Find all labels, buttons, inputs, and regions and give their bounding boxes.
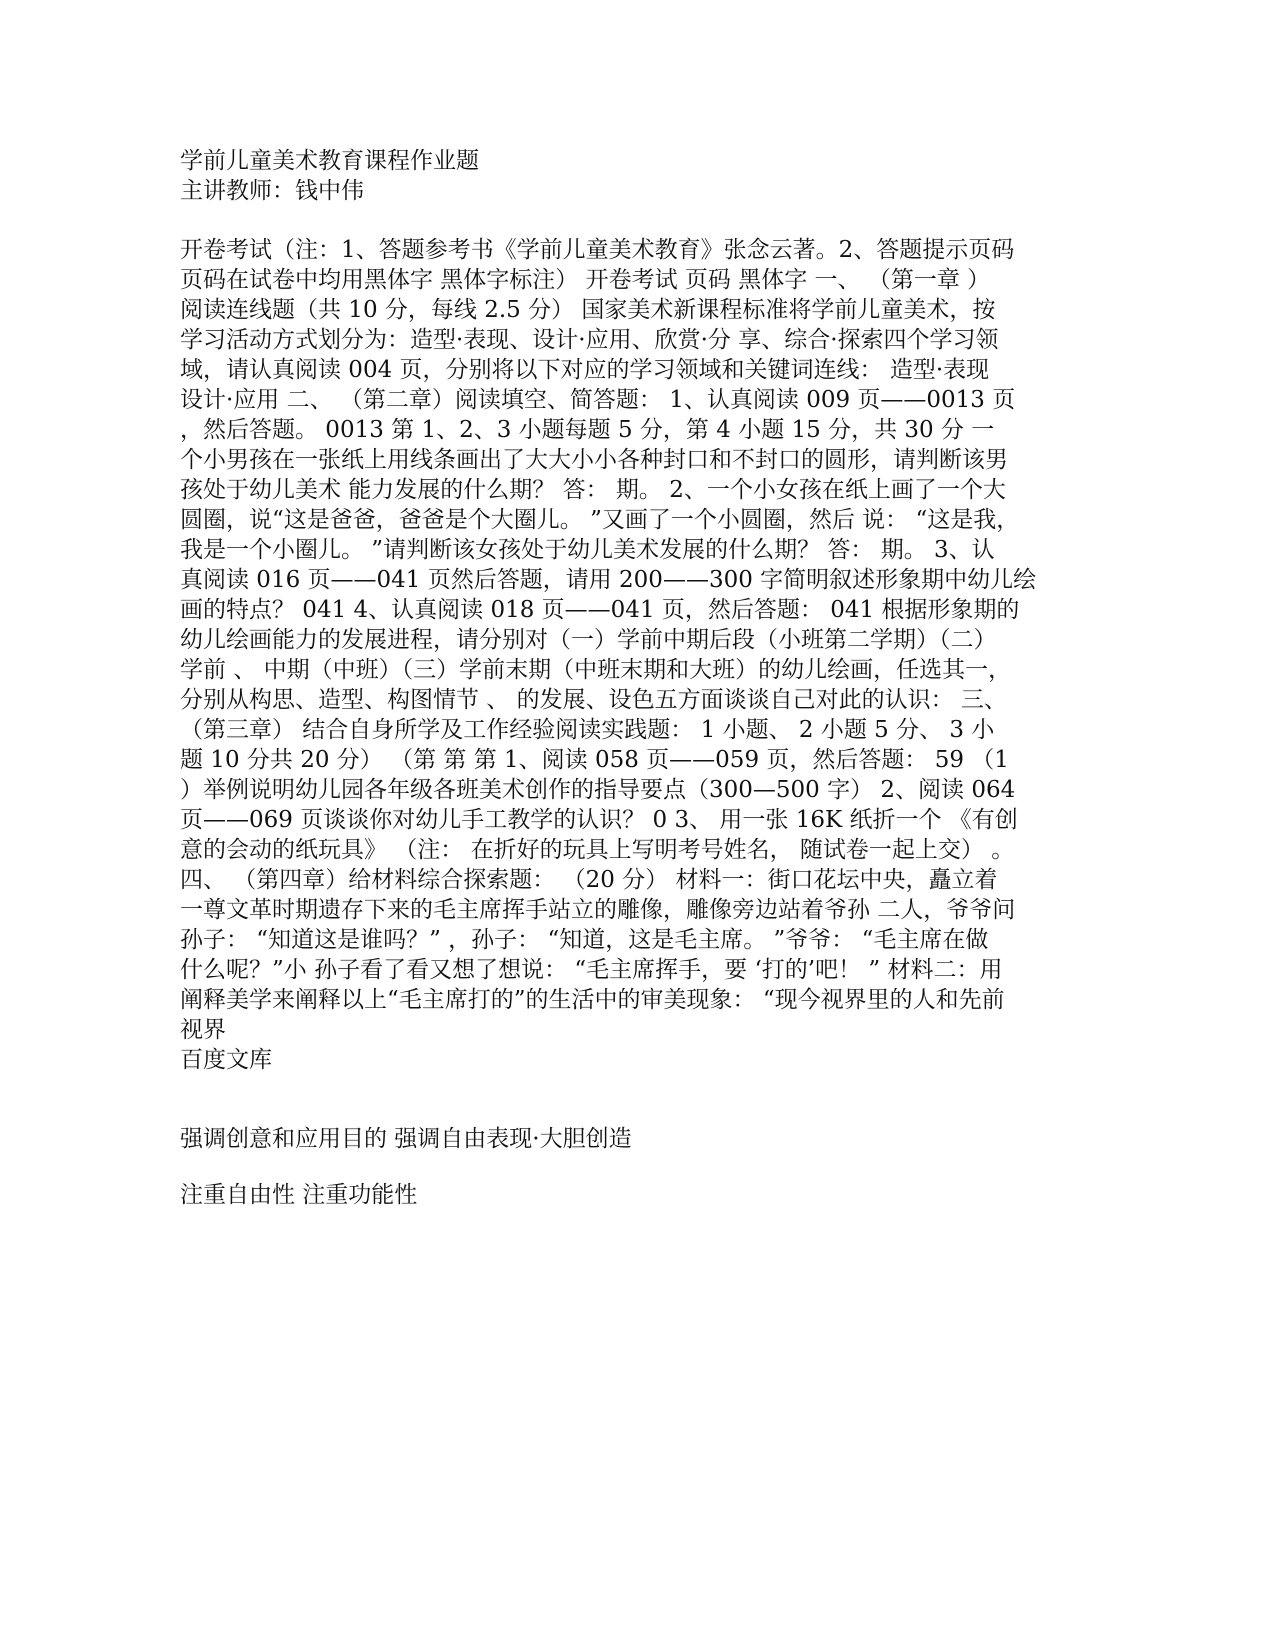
body-line: ）举例说明幼儿园各年级各班美术创作的指导要点（300—500 字） 2、阅读 064	[180, 777, 1016, 803]
body-line: 设计·应用 二、 （第二章）阅读填空、简答题： 1、认真阅读 009 页——0013 页	[180, 387, 1016, 413]
body-line: ，然后答题。 0013 第 1、2、3 小题每题 5 分，第 4 小题 15 分，共 30 分 一	[180, 417, 995, 443]
body-line: 意的会动的纸玩具》 （注： 在折好的玩具上写明考号姓名， 随试卷一起上交） 。	[180, 837, 1015, 863]
body-line: 画的特点？ 041 4、认真阅读 018 页——041 页，然后答题： 041 根据形象期的	[180, 597, 1020, 623]
body-line: 视界	[180, 1017, 226, 1043]
header	[180, 146, 1050, 206]
body-line: 一尊文革时期遗存下来的毛主席挥手站立的雕像，雕像旁边站着爷孙 二人，爷爷问	[180, 897, 1016, 923]
body-line: 我是一个小圈儿。 ”请判断该女孩处于幼儿美术发展的什么期？ 答： 期。 3、认	[180, 537, 995, 563]
body-line: 域，请认真阅读 004 页，分别将以下对应的学习领域和关键词连线： 造型·表现	[180, 357, 990, 383]
body-line: 孙子： “知道这是谁吗？” ，孙子： “知道，这是毛主席。 ”爷爷： “毛主席在做	[180, 927, 989, 953]
body-line: 个小男孩在一张纸上用线条画出了大大小小各种封口和不封口的圆形，请判断该男	[180, 447, 1008, 473]
body-text	[180, 235, 1050, 1075]
body-line: 真阅读 016 页——041 页然后答题，请用 200——300 字简明叙述形象期中幼儿绘	[180, 567, 1037, 593]
body-line: 百度文库	[180, 1047, 272, 1073]
teacher-line: 主讲教师：钱中伟	[180, 178, 364, 204]
body-line: 页——069 页谈谈你对幼儿手工教学的认识？ 0 3、 用一张 16K 纸折一个 《有创	[180, 807, 1018, 833]
body-line: 孩处于幼儿美术 能力发展的什么期？ 答： 期。 2、一个小女孩在纸上画了一个大	[180, 477, 1006, 503]
body-line: 阐释美学来阐释以上“毛主席打的”的生活中的审美现象： “现今视界里的人和先前	[180, 987, 1005, 1013]
body-line: 幼儿绘画能力的发展进程，请分别对（一）学前中期后段（小班第二学期）（二）	[180, 627, 997, 653]
keyword-line-2: 注重自由性 注重功能性	[180, 1182, 418, 1208]
body-line: 学前 、 中期（中班）（三）学前末期（中班末期和大班）的幼儿绘画，任选其一，	[180, 657, 1012, 683]
keyword-line-1: 强调创意和应用目的 强调自由表现·大胆创造	[180, 1126, 632, 1152]
document-title: 学前儿童美术教育课程作业题	[180, 148, 479, 174]
body-line: 开卷考试（注：1、答题参考书《学前儿童美术教育》张念云著。2、答题提示页码	[180, 237, 1015, 263]
body-line: 学习活动方式划分为：造型·表现、设计·应用、欣赏·分 享、综合·探索四个学习领	[180, 327, 999, 353]
body-line: 题 10 分共 20 分） （第 第 第 1、阅读 058 页——059 页，然后答题： 59 （1	[180, 747, 1009, 773]
body-line: 分别从构思、造型、构图情节 、 的发展、设色五方面谈谈自己对此的认识： 三、	[180, 687, 1007, 713]
body-line: 阅读连线题（共 10 分，每线 2.5 分） 国家美术新课程标准将学前儿童美术，按	[180, 297, 996, 323]
body-line: 页码在试卷中均用黑体字 黑体字标注） 开卷考试 页码 黑体字 一、 （第一章 ）	[180, 267, 991, 293]
body-line: 圆圈，说“这是爸爸，爸爸是个大圈儿。 ”又画了一个小圆圈，然后 说： “这是我，	[180, 507, 1020, 533]
body-line: 四、 （第四章）给材料综合探索题： （20 分） 材料一：街口花坛中央，矗立着	[180, 867, 998, 893]
body-line: 什么呢？”小 孙子看了看又想了想说： “毛主席挥手，要 ‘打的’吧！ ” 材料二：用	[180, 957, 1003, 983]
body-line: （第三章） 结合自身所学及工作经验阅读实践题： 1 小题、 2 小题 5 分、 3 小	[180, 717, 995, 743]
